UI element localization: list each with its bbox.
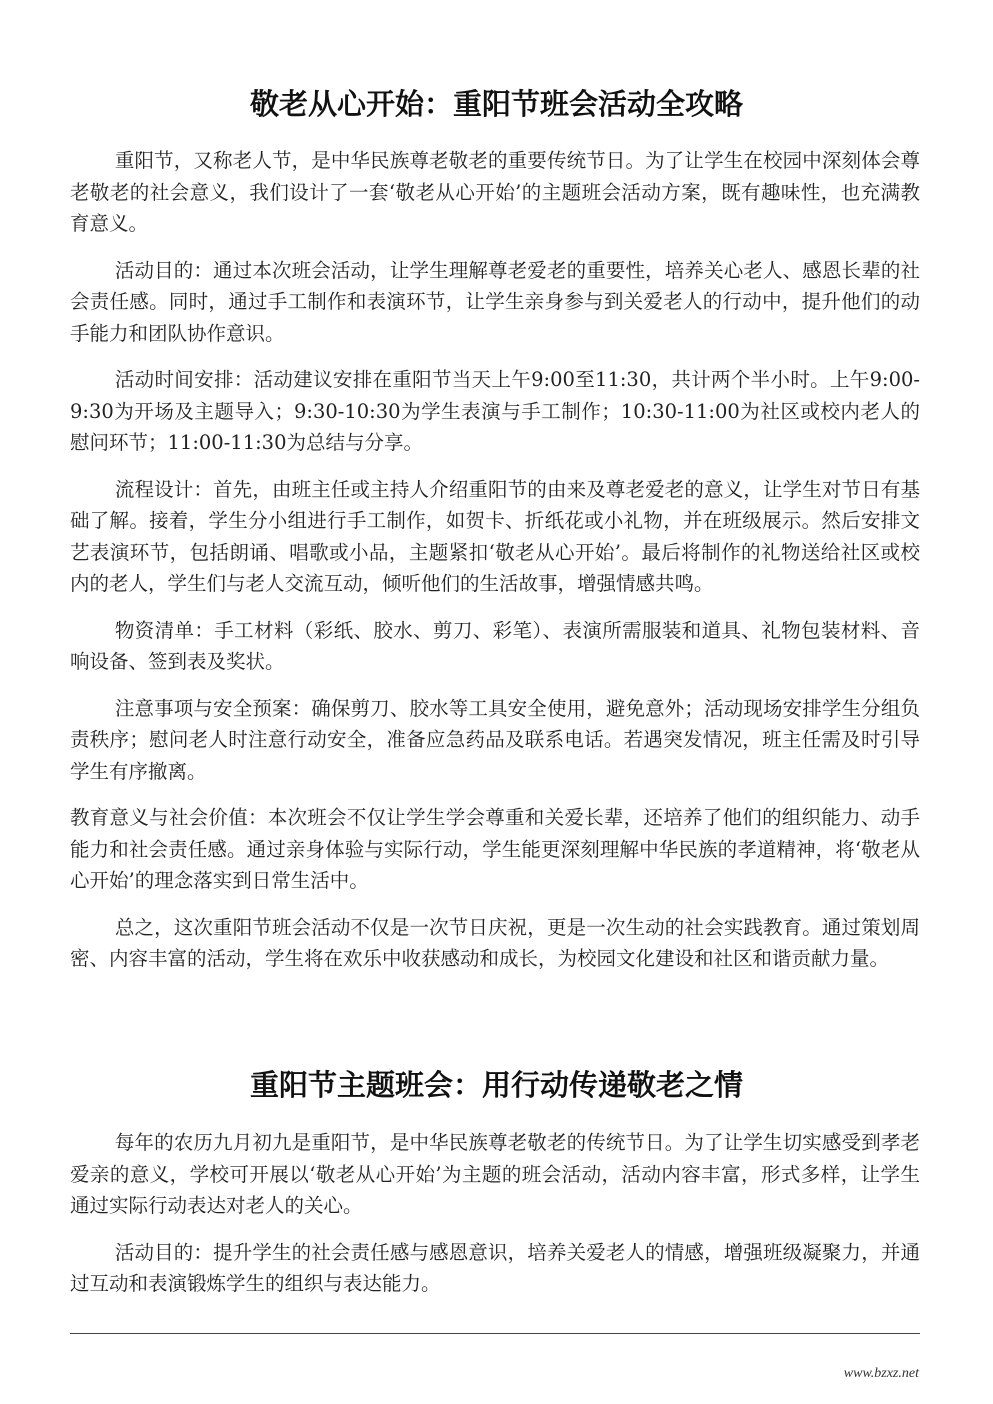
paragraph: 教育意义与社会价值：本次班会不仅让学生学会尊重和关爱长辈，还培养了他们的组织能力、动手能力和社会责任感。通过亲身体验与实际行动，学生能更深刻理解中华民族的孝道精神，将‘敬老从心开始’的理念落实到日常生活中。 (70, 806, 920, 892)
watermark: bzxz.net (565, 1259, 921, 1355)
paragraph: 总之，这次重阳节班会活动不仅是一次节日庆祝，更是一次生动的社会实践教育。通过策划周密、内容丰富的活动，学生将在欢乐中收获感动和成长，为校园文化建设和社区和谐贡献力量。 (70, 915, 920, 970)
paragraph: 注意事项与安全预案：确保剪刀、胶水等工具安全使用，避免意外；活动现场安排学生分组负责秩序；慰问老人时注意行动安全，准备应急药品及联系电话。若遇突发情况，班主任需及时引导学生有序撤离。 (70, 696, 920, 783)
paragraph: 物资清单：手工材料（彩纸、胶水、剪刀、彩笔）、表演所需服装和道具、礼物包装材料、音响设备、签到表及奖状。 (70, 618, 920, 673)
paragraph: 重阳节，又称老人节，是中华民族尊老敬老的重要传统节日。为了让学生在校园中深刻体会尊老敬老的社会意义，我们设计了一套‘敬老从心开始’的主题班会活动方案，既有趣味性，也充满教育意义。 (70, 149, 920, 235)
section2-body (70, 1127, 920, 1315)
paragraph: 活动目的：通过本次班会活动，让学生理解尊老爱老的重要性，培养关心老人、感恩长辈的社会责任感。同时，通过手工制作和表演环节，让学生亲身参与到关爱老人的行动中，提升他们的动手能力和团队协作意识。 (70, 258, 920, 345)
section1-title: 敬老从心开始：重阳节班会活动全攻略 (249, 87, 743, 121)
paragraph: 流程设计：首先，由班主任或主持人介绍重阳节的由来及尊老爱老的意义，让学生对节日有基础了解。接着，学生分小组进行手工制作，如贺卡、折纸花或小礼物，并在班级展示。然后安排文艺表演环节，包括朗诵、唱歌或小品，主题紧扣‘敬老从心开始’。最后将制作的礼物送给社区或校内的老人，学生们与老人交流互动，倾听他们的生活故事，增强情感共鸣。 (70, 477, 920, 595)
footer-url: www.bzxz.net (843, 1366, 919, 1381)
paragraph: 活动目的：提升学生的社会责任感与感恩意识，培养关爱老人的情感，增强班级凝聚力，并通过互动和表演锻炼学生的组织与表达能力。 (70, 1240, 920, 1295)
section1-body (70, 145, 920, 990)
paragraph: 活动时间安排：活动建议安排在重阳节当天上午9:00至11:30，共计两个半小时。上午9:00-9:30为开场及主题导入；9:30-10:30为学生表演与手工制作；10:30-11:00为社区或校内老人的慰问环节；11:00-11:30为总结与分享。 (70, 368, 920, 454)
footer-divider (70, 1333, 920, 1334)
paragraph: 每年的农历九月初九是重阳节，是中华民族尊老敬老的传统节日。为了让学生切实感受到孝老爱亲的意义，学校可开展以‘敬老从心开始’为主题的班会活动，活动内容丰富，形式多样，让学生通过实际行动表达对老人的关心。 (70, 1131, 920, 1217)
section2-title: 重阳节主题班会：用行动传递敬老之情 (249, 1068, 743, 1102)
